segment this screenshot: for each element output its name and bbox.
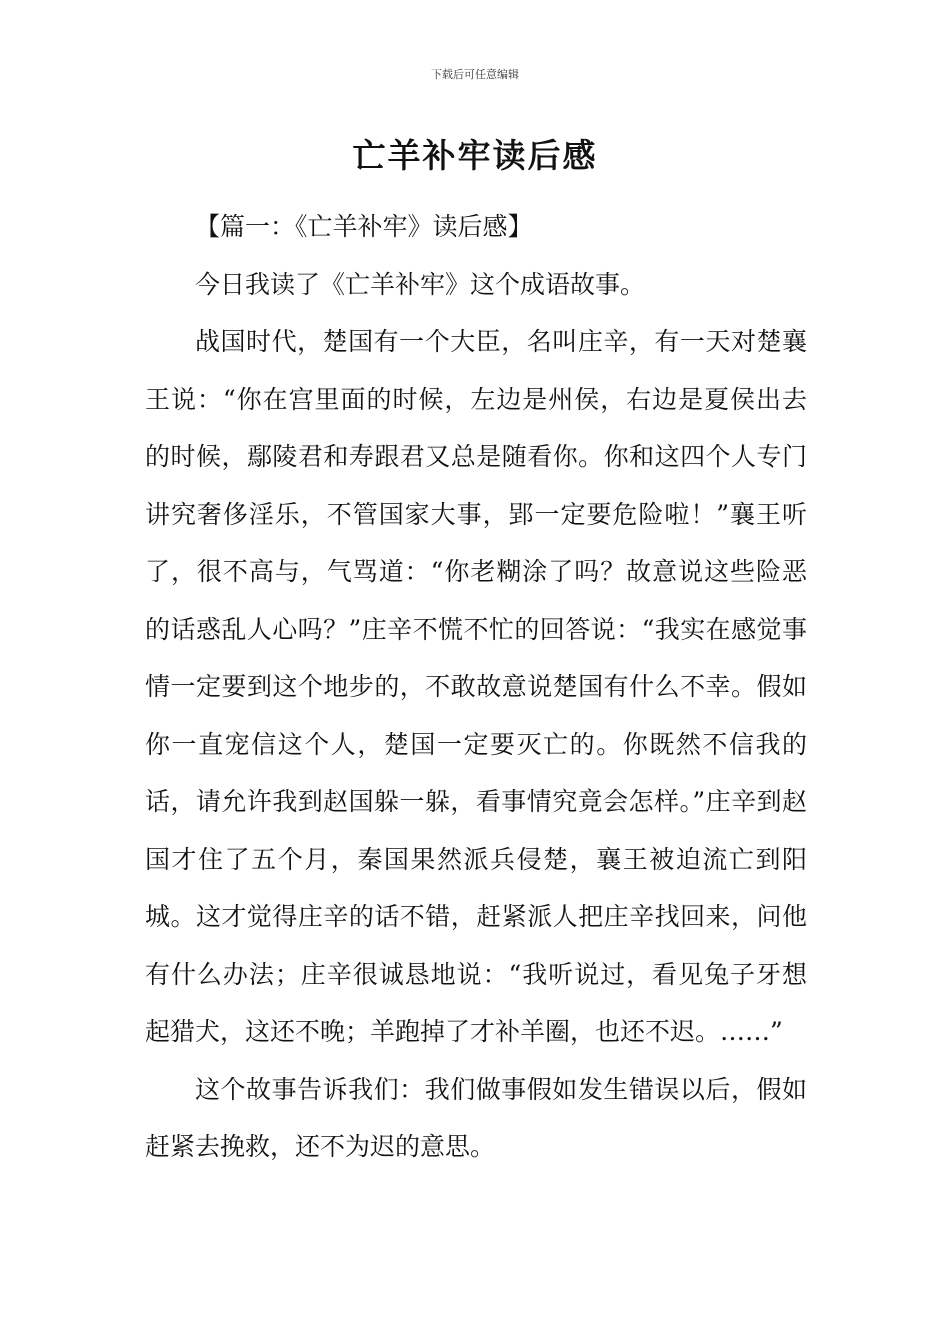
document-title: 亡羊补牢读后感 <box>352 136 598 175</box>
paragraph-story: 战国时代，楚国有一个大臣，名叫庄辛，有一天对楚襄王说：“你在宫里面的时候，左边是州侯，右边是夏侯出去的时候，鄢陵君和寿跟君又总是随看你。你和这四个人专门讲究奢侈淫乐，不管国家大事，郢一定要危险啦！”襄王听了，很不高与，气骂道：“你老糊涂了吗？故意说这些险恶的话惑乱人心吗？”庄辛不慌不忙的回答说：“我实在感觉事情一定要到这个地步的，不敢故意说楚国有什么不幸。假如你一直宠信这个人，楚国一定要灭亡的。你既然不信我的话，请允许我到赵国躲一躲，看事情究竟会怎样。”庄辛到赵国才住了五个月，秦国果然派兵侵楚，襄王被迫流亡到阳城。这才觉得庄辛的话不错，赶紧派人把庄辛找回来，问他有什么办法；庄辛很诚恳地说：“我听说过，看见兔子牙想起猎犬，这还不晚；羊跑掉了才补羊圈，也还不迟。……” <box>145 327 807 1046</box>
paragraph-intro: 今日我读了《亡羊补牢》这个成语故事。 <box>195 269 646 299</box>
document-body <box>145 198 807 1176</box>
header-note: 下载后可任意编辑 <box>431 68 519 81</box>
paragraph-moral: 这个故事告诉我们：我们做事假如发生错误以后，假如赶紧去挽救，还不为迟的意思。 <box>145 1074 807 1161</box>
section-heading: 【篇一：《亡羊补牢》读后感】 <box>195 212 533 241</box>
